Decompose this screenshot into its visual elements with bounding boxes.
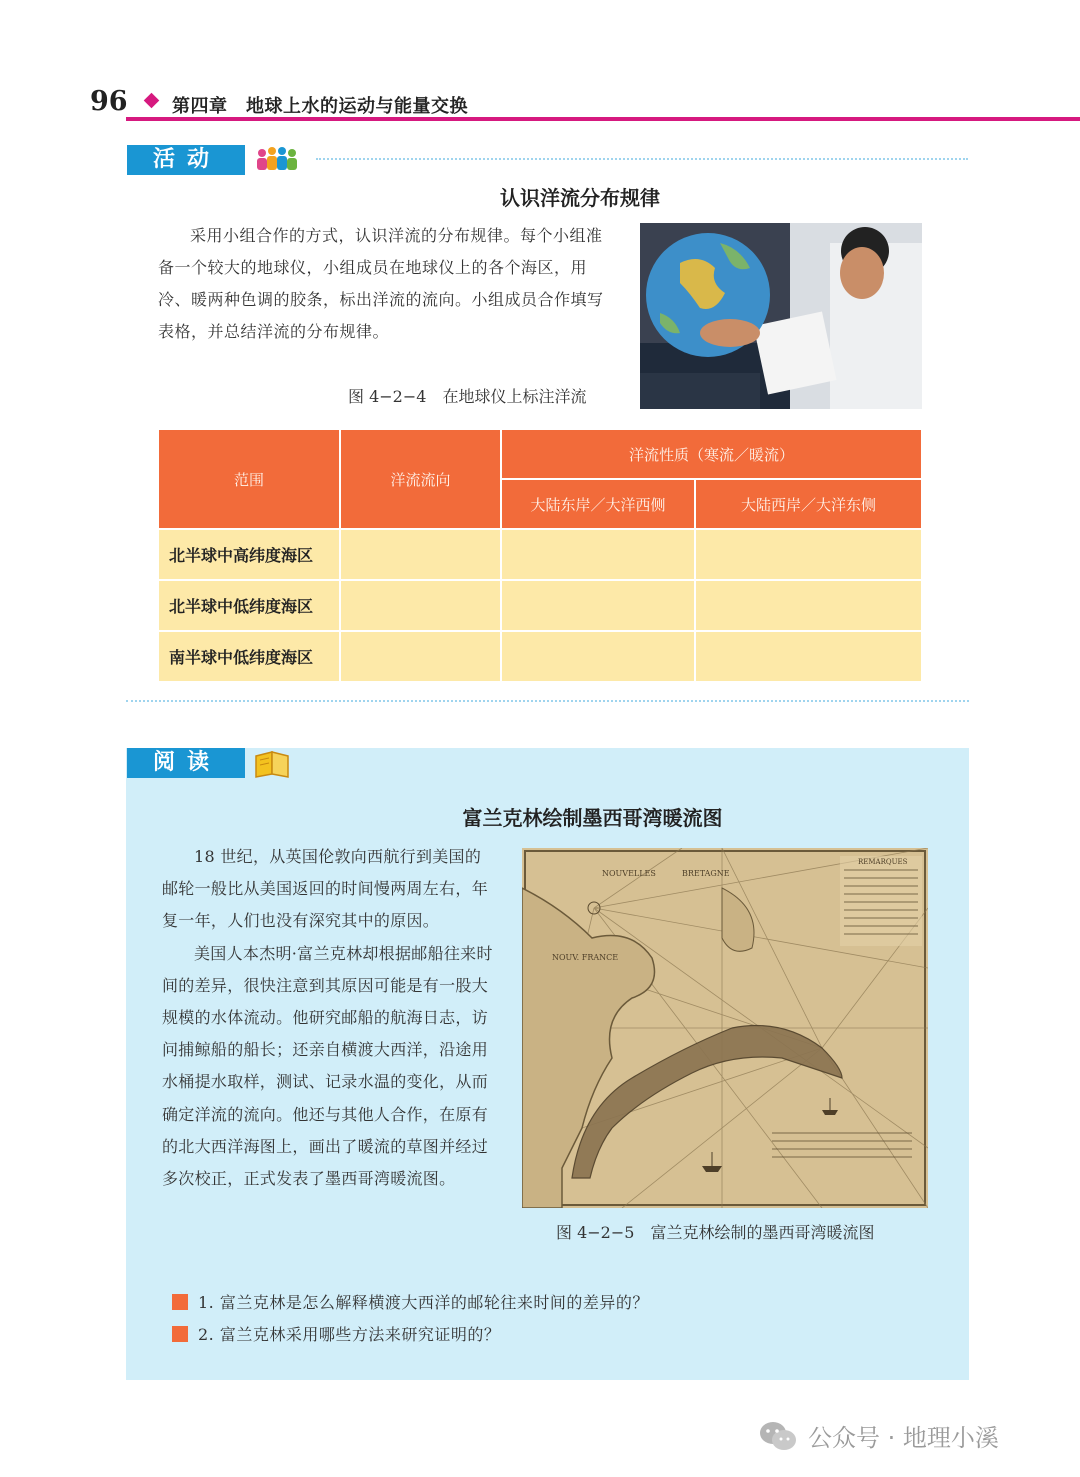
header-rule [126, 117, 1080, 121]
table-cell[interactable] [501, 580, 695, 631]
reading-title: 富兰克林绘制墨西哥湾暖流图 [462, 806, 723, 830]
reading-paragraph: 18 世纪，从英国伦敦向西航行到美国的邮轮一般比从美国返回的时间慢两周左右，年复一年，人们也没有深究其中的原因。 [162, 847, 489, 931]
table-cell[interactable] [340, 631, 501, 682]
question-text: 2. 富兰克林采用哪些方法来研究证明的？ [198, 1325, 501, 1344]
reading-text [162, 841, 497, 1195]
table-cell[interactable] [501, 631, 695, 682]
book-icon [254, 750, 292, 778]
globe-activity-photo [640, 223, 922, 409]
figure-caption: 图 4−2−5 富兰克林绘制的墨西哥湾暖流图 [556, 1223, 875, 1242]
map-label: BRETAGNE [682, 869, 730, 878]
group-people-icon [254, 145, 300, 173]
row-label: 北半球中高纬度海区 [158, 529, 340, 580]
table-cell[interactable] [340, 529, 501, 580]
row-label: 南半球中低纬度海区 [158, 631, 340, 682]
activity-tag: 活动 [127, 145, 245, 175]
activity-title: 认识洋流分布规律 [500, 186, 660, 210]
row-label: 北半球中低纬度海区 [158, 580, 340, 631]
chapter-title: 第四章 地球上水的运动与能量交换 [172, 96, 468, 117]
table-cell[interactable] [695, 529, 922, 580]
square-bullet-icon [172, 1326, 188, 1342]
map-label: NOUV. FRANCE [552, 953, 619, 962]
map-label: REMARQUES [858, 858, 908, 866]
page-number: 96 [90, 86, 128, 117]
header-nature: 洋流性质（寒流／暖流） [501, 429, 922, 479]
header-west-coast: 大陆西岸／大洋东侧 [695, 479, 922, 529]
figure-caption: 图 4−2−4 在地球仪上标注洋流 [348, 387, 587, 406]
activity-paragraph: 采用小组合作的方式，认识洋流的分布规律。每个小组准备一个较大的地球仪，小组成员在地球仪上的各个海区，用冷、暖两种色调的胶条，标出洋流的流向。小组成员合作填写表格，并总结洋流的分布规律。 [158, 226, 604, 341]
current-table [157, 428, 923, 683]
reading-tag: 阅读 [127, 748, 245, 778]
wechat-icon [758, 1420, 798, 1452]
diamond-icon [144, 93, 160, 109]
question-item [172, 1290, 649, 1313]
table-cell[interactable] [695, 631, 922, 682]
table-cell[interactable] [501, 529, 695, 580]
reading-paragraph: 美国人本杰明·富兰克林却根据邮船往来时间的差异，很快注意到其原因可能是有一股大规模的水体流动。他研究邮船的航海日志，访问捕鲸船的船长；还亲自横渡大西洋，沿途用水桶提水取样，测试、记录水温的变化，从而确定洋流的流向。他还与其他人合作，在原有的北大西洋海图上，画出了暖流的草图并经过多次校正，正式发表了墨西哥湾暖流图。 [162, 943, 493, 1189]
gulf-stream-map [522, 848, 928, 1208]
question-item [172, 1322, 500, 1345]
watermark-text: 公众号 · 地理小溪 [808, 1424, 999, 1452]
header-direction: 洋流流向 [340, 429, 501, 529]
watermark [758, 1418, 999, 1453]
question-text: 1. 富兰克林是怎么解释横渡大西洋的邮轮往来时间的差异的？ [198, 1293, 649, 1312]
divider [126, 700, 969, 702]
table-cell[interactable] [340, 580, 501, 631]
header-east-coast: 大陆东岸／大洋西侧 [501, 479, 695, 529]
square-bullet-icon [172, 1294, 188, 1310]
map-label: NOUVELLES [602, 869, 656, 878]
divider [316, 158, 968, 160]
table-cell[interactable] [695, 580, 922, 631]
header-range: 范围 [158, 429, 340, 529]
